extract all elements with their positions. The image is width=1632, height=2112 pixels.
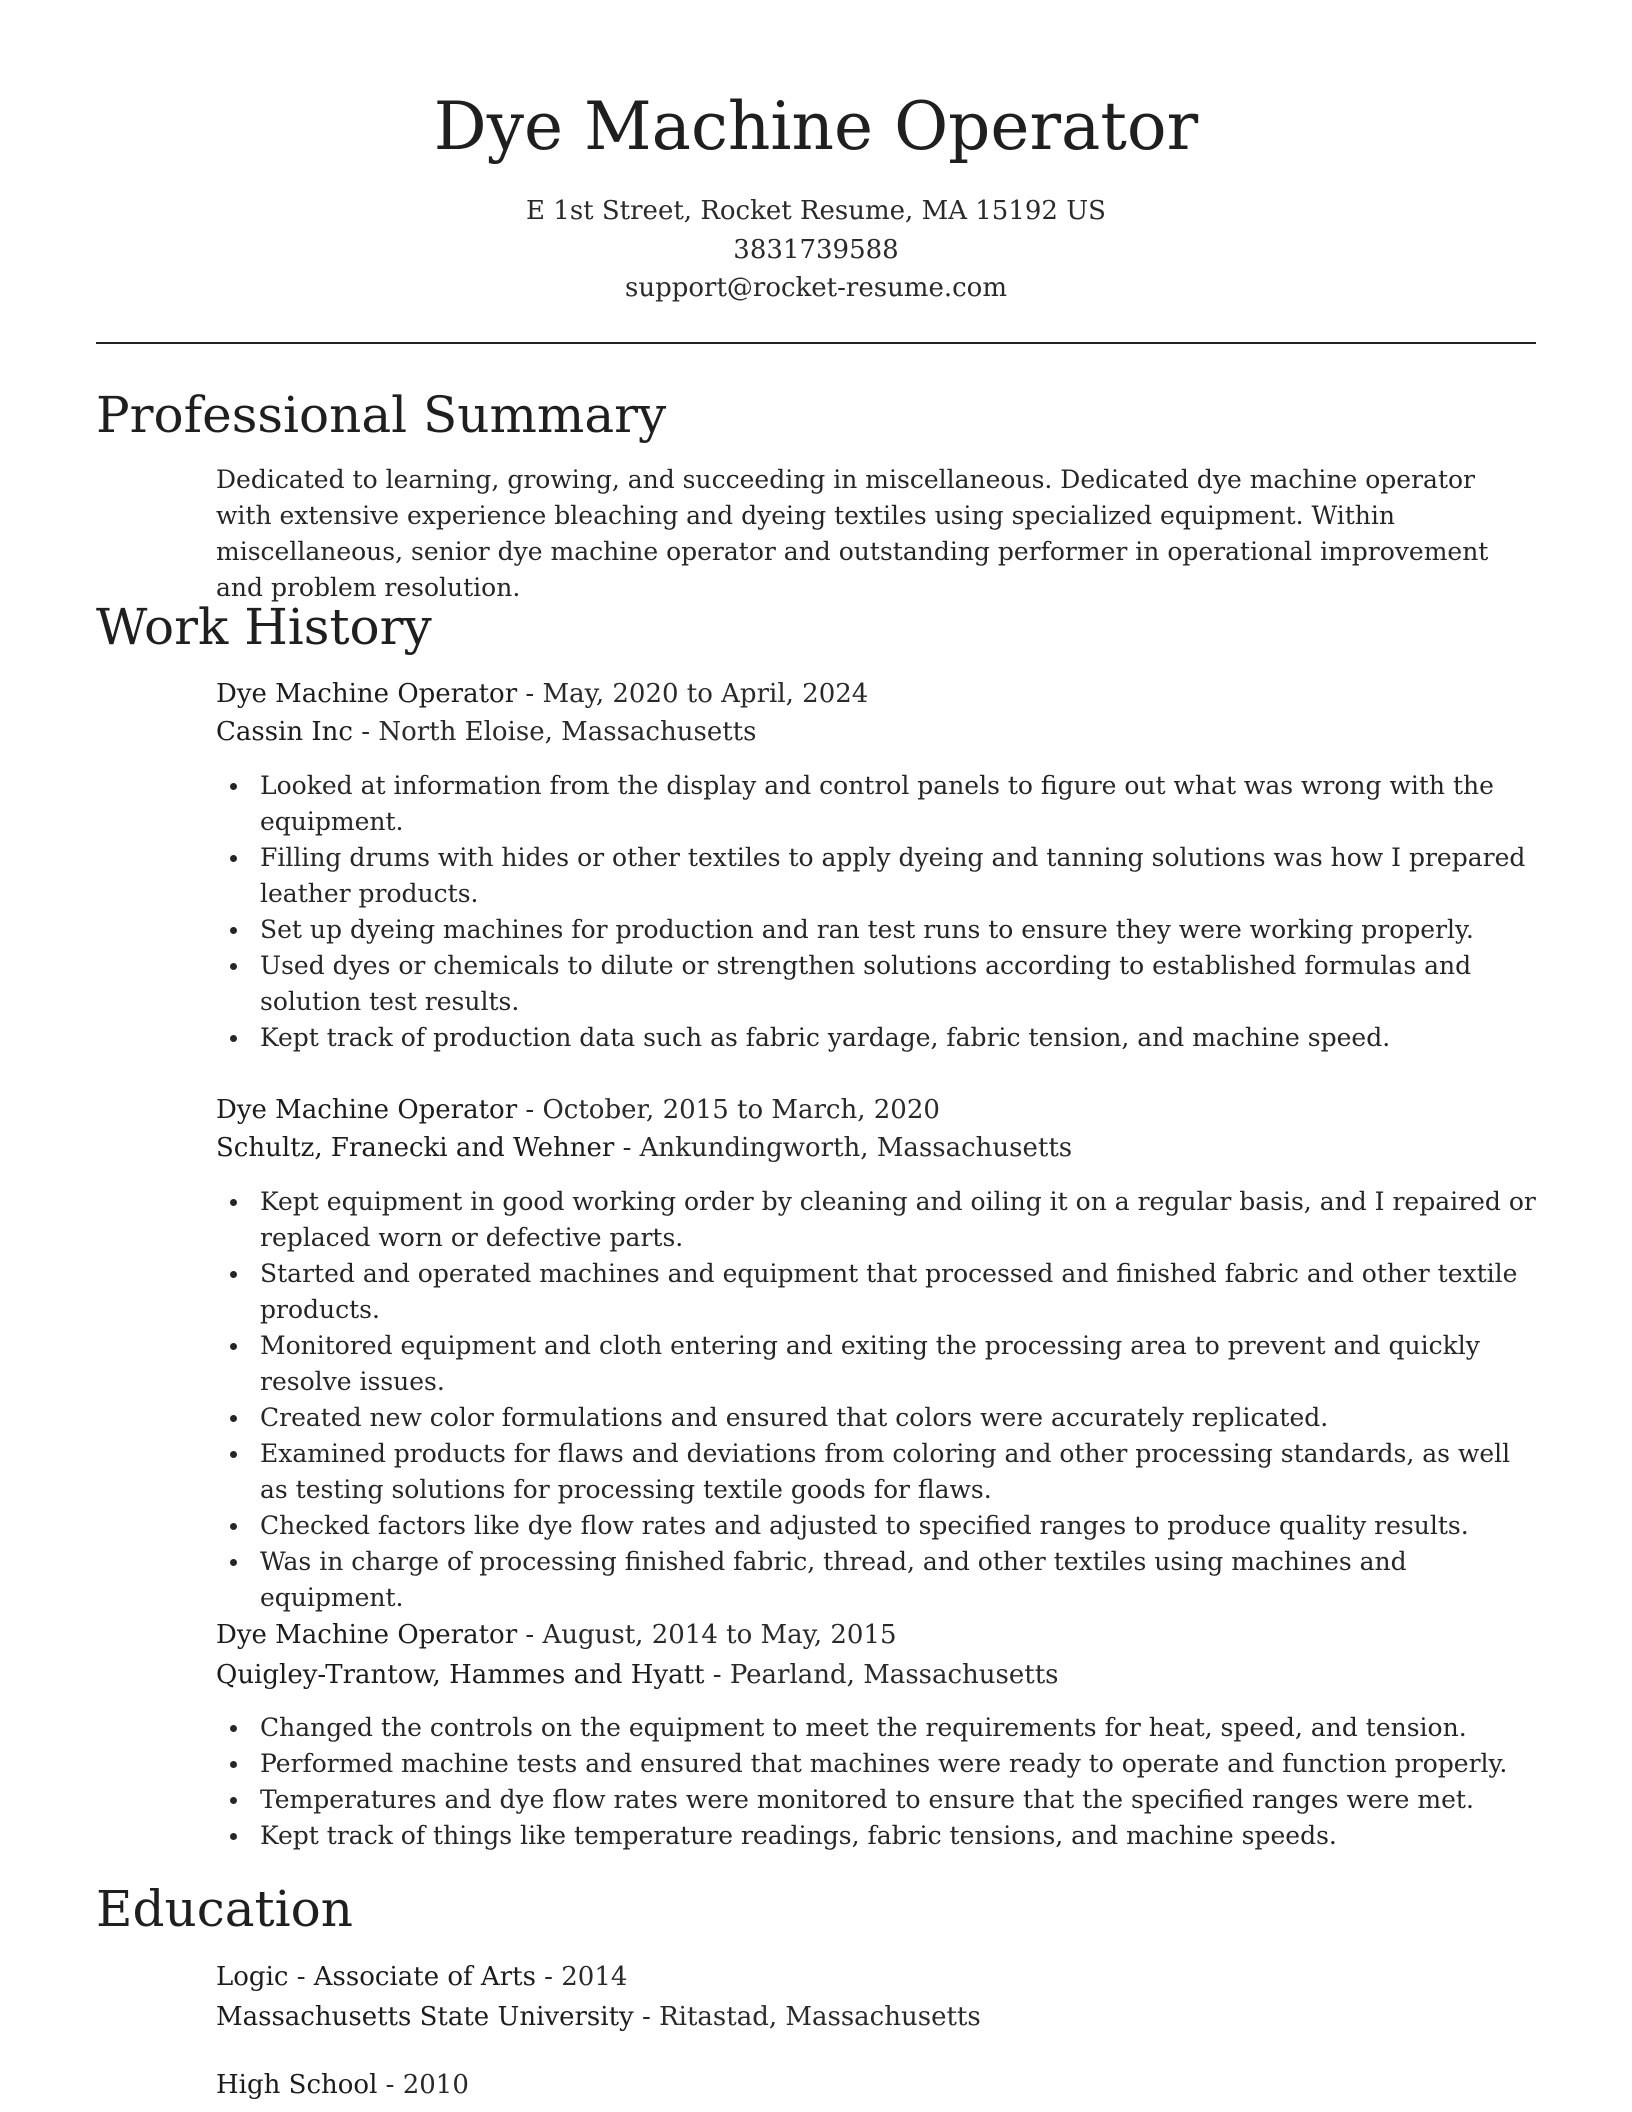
job-company-line: [216, 1656, 1059, 1694]
list-item: Examined products for flaws and deviations from coloring and other processing standards, as well as testing solutions for processing textile goods for flaws.: [216, 1436, 1536, 1508]
list-item: Used dyes or chemicals to dilute or strengthen solutions according to established formulas and solution test results.: [216, 948, 1536, 1020]
job-title-line: [216, 675, 868, 713]
education-degree: Associate of Arts: [313, 1962, 536, 1992]
list-item: Set up dyeing machines for production and ran test runs to ensure they were working properly.: [216, 912, 1536, 948]
job-title-line: [216, 1616, 897, 1654]
list-item: Started and operated machines and equipment that processed and finished fabric and other textile products.: [216, 1256, 1536, 1328]
job-location: Pearland, Massachusetts: [729, 1660, 1059, 1690]
separator: -: [288, 1962, 314, 1992]
education-location: Ritastad, Massachusetts: [659, 2002, 981, 2032]
job-company-line: [216, 1129, 1072, 1167]
job-location: North Eloise, Massachusetts: [378, 717, 757, 747]
list-item: Checked factors like dye flow rates and adjusted to specified ranges to produce quality results.: [216, 1508, 1536, 1544]
separator: -: [614, 1133, 640, 1163]
separator: -: [704, 1660, 730, 1690]
section-heading-summary: Professional Summary: [96, 386, 667, 444]
education-school: Massachusetts State University: [216, 2002, 634, 2032]
contact-phone: 3831739588: [733, 235, 899, 265]
list-item: Kept equipment in good working order by cleaning and oiling it on a regular basis, and I repaired or replaced worn or defective parts.: [216, 1184, 1536, 1256]
header-divider: [96, 342, 1536, 344]
list-item: Created new color formulations and ensured that colors were accurately replicated.: [216, 1400, 1536, 1436]
section-heading-work: Work History: [96, 598, 432, 656]
job-location: Ankundingworth, Massachusetts: [639, 1133, 1073, 1163]
list-item: Kept track of things like temperature readings, fabric tensions, and machine speeds.: [216, 1818, 1536, 1854]
education-degree-line: [216, 2066, 469, 2104]
list-item: Performed machine tests and ensured that machines were ready to operate and function properly.: [216, 1746, 1536, 1782]
list-item: Kept track of production data such as fabric yardage, fabric tension, and machine speed.: [216, 1020, 1536, 1056]
contact-address: E 1st Street, Rocket Resume, MA 15192 US: [526, 196, 1106, 226]
section-heading-education: Education: [96, 1880, 353, 1938]
summary-text: Dedicated to learning, growing, and succeeding in miscellaneous. Dedicated dye machine operator with extensive experience bleaching and dyeing textiles using specialized equipment. Within miscellaneous, senior dye machine operator and outstanding performer in operational improvement and problem resolution.: [216, 465, 1489, 602]
list-item: Looked at information from the display and control panels to figure out what was wrong with the equipment.: [216, 768, 1536, 840]
separator: -: [352, 717, 379, 747]
list-item: Monitored equipment and cloth entering and exiting the processing area to prevent and quickly resolve issues.: [216, 1328, 1536, 1400]
job-title: Dye Machine Operator: [216, 1620, 518, 1650]
job-bullet-list: [216, 1184, 1536, 1616]
job-dates: October, 2015 to March, 2020: [542, 1095, 940, 1125]
education-year: 2010: [402, 2070, 469, 2100]
job-company: Quigley-Trantow, Hammes and Hyatt: [216, 1660, 705, 1690]
separator: -: [535, 1962, 562, 1992]
list-item: Changed the controls on the equipment to meet the requirements for heat, speed, and tension.: [216, 1710, 1536, 1746]
separator: -: [517, 679, 543, 709]
job-dates: May, 2020 to April, 2024: [542, 679, 869, 709]
separator: -: [633, 2002, 660, 2032]
job-title: Dye Machine Operator: [216, 679, 518, 709]
separator: -: [377, 2070, 403, 2100]
job-bullet-list: [216, 1710, 1536, 1854]
list-item: Temperatures and dye flow rates were monitored to ensure that the specified ranges were met.: [216, 1782, 1536, 1818]
education-year: 2014: [561, 1962, 628, 1992]
education-degree-line: [216, 1958, 627, 1996]
job-bullet-list: [216, 768, 1536, 1056]
candidate-name: Dye Machine Operator: [433, 88, 1199, 165]
job-company: Cassin Inc: [216, 717, 353, 747]
separator: -: [517, 1620, 543, 1650]
education-field: High School: [216, 2070, 378, 2100]
job-dates: August, 2014 to May, 2015: [542, 1620, 897, 1650]
education-field: Logic: [216, 1962, 289, 1992]
contact-email: support@rocket-resume.com: [624, 273, 1007, 303]
job-company: Schultz, Franecki and Wehner: [216, 1133, 615, 1163]
job-title-line: [216, 1091, 940, 1129]
education-school-line: [216, 1998, 981, 2036]
job-title: Dye Machine Operator: [216, 1095, 518, 1125]
job-company-line: [216, 713, 756, 751]
separator: -: [517, 1095, 543, 1125]
list-item: Filling drums with hides or other textiles to apply dyeing and tanning solutions was how I prepared leather products.: [216, 840, 1536, 912]
list-item: Was in charge of processing finished fabric, thread, and other textiles using machines and equipment.: [216, 1544, 1536, 1616]
